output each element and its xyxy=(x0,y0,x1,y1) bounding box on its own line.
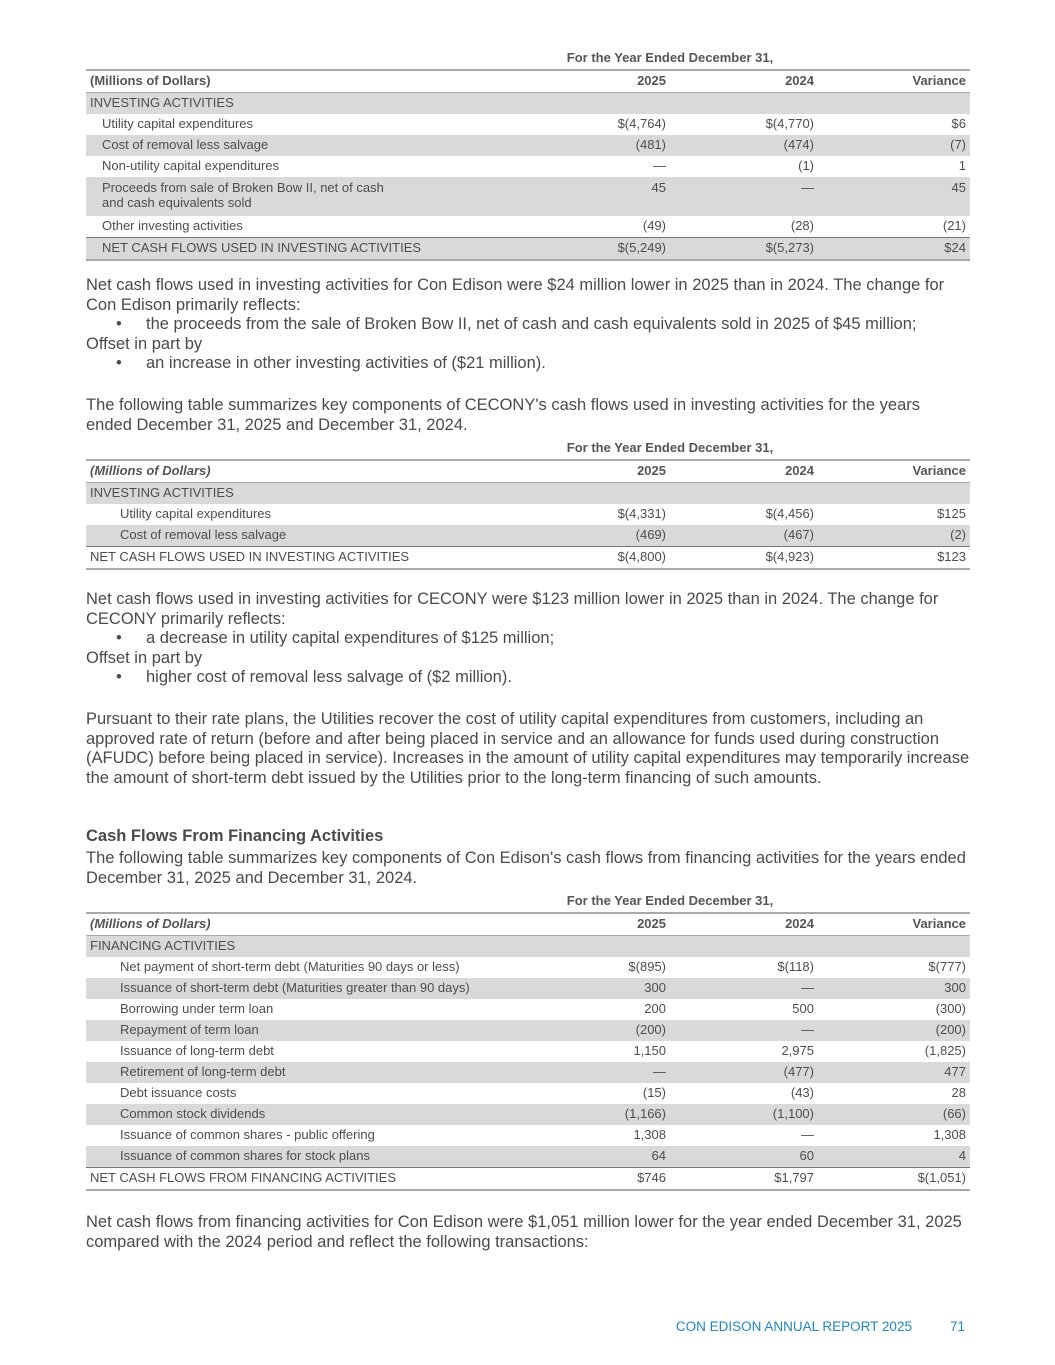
table-row: Common stock dividends (1,166) (1,100) (66) xyxy=(86,1104,970,1125)
table-caption: For the Year Ended December 31, xyxy=(566,440,774,455)
table-row: Repayment of term loan (200) — (200) xyxy=(86,1020,970,1041)
table-row: Issuance of short-term debt (Maturities greater than 90 days) 300 — 300 xyxy=(86,978,970,999)
column-header-2024: 2024 xyxy=(670,70,818,93)
cecony-table-intro: The following table summarizes key components of CECONY's cash flows used in investing activities for the years ended December 31, 2025 and December 31, 2024. xyxy=(86,396,921,434)
bullet-item: • the proceeds from the sale of Broken Bow II, net of cash and cash equivalents sold in 2025 of $45 million; xyxy=(116,315,917,333)
section-label: INVESTING ACTIVITIES xyxy=(86,93,970,115)
column-header-variance: Variance xyxy=(818,460,970,483)
table-caption: For the Year Ended December 31, xyxy=(566,50,774,65)
report-title: CON EDISON ANNUAL REPORT 2025 xyxy=(675,1319,912,1334)
page-number: 71 xyxy=(949,1319,965,1334)
bullet-icon: • xyxy=(116,354,122,372)
column-header-2024: 2024 xyxy=(670,460,818,483)
con-edison-investing-commentary: Net cash flows used in investing activities for Con Edison were $24 million lower in 2025 than in 2024. The change for Con Edison primarily reflects: • the proceeds from the sale of Broken Bow II, net of cash and cash equivalents sold in 2025 of $45 million; Offset in part by • an increase in other investing activities of ($21 million). xyxy=(86,276,970,374)
bullet-icon: • xyxy=(116,668,122,686)
table-caption: For the Year Ended December 31, xyxy=(566,893,774,908)
bullet-item: • higher cost of removal less salvage of ($2 million). xyxy=(116,668,512,686)
table-row: Issuance of long-term debt 1,150 2,975 (1,825) xyxy=(120,1043,966,1058)
table-row: Net payment of short-term debt (Maturities 90 days or less) $(895) $(118) $(777) xyxy=(120,959,966,974)
page-footer xyxy=(676,1319,965,1334)
financing-section-heading: Cash Flows From Financing Activities xyxy=(86,827,384,845)
column-header-variance: Variance xyxy=(818,70,970,93)
column-header-2024: 2024 xyxy=(670,913,818,936)
table-row: Borrowing under term loan 200 500 (300) xyxy=(120,1001,966,1016)
table-row: Issuance of common shares for stock plans 64 60 4 xyxy=(86,1146,970,1168)
cecony-investing-commentary: Net cash flows used in investing activities for CECONY were $123 million lower in 2025 than in 2024. The change for CECONY primarily reflects: • a decrease in utility capital expenditures of $125 million; Offset in part by • higher cost of removal less salvage of ($2 million). xyxy=(86,590,970,688)
total-row: NET CASH FLOWS USED IN INVESTING ACTIVITIES $(4,800) $(4,923) $123 xyxy=(86,547,970,570)
table-row: Cost of removal less salvage (469) (467) (2) xyxy=(86,525,970,547)
table-row: Utility capital expenditures $(4,764) $(4,770) $6 xyxy=(102,116,966,131)
total-row: NET CASH FLOWS USED IN INVESTING ACTIVITIES $(5,249) $(5,273) $24 xyxy=(86,238,970,261)
column-header-2025: 2025 xyxy=(522,460,670,483)
bullet-icon: • xyxy=(116,629,122,647)
table-row: Non-utility capital expenditures — (1) 1 xyxy=(102,158,966,173)
con-edison-investing-table xyxy=(86,48,970,261)
section-label: FINANCING ACTIVITIES xyxy=(86,936,970,958)
table-row: Proceeds from sale of Broken Bow II, net of cash and cash equivalents sold 45 — 45 xyxy=(86,177,970,216)
bullet-icon: • xyxy=(116,315,122,333)
cecony-investing-table xyxy=(86,438,970,570)
column-header-label: (Millions of Dollars) xyxy=(86,460,522,483)
rate-plans-paragraph: Pursuant to their rate plans, the Utilities recover the cost of utility capital expenditures from customers, including an approved rate of return (before and after being placed in service and an allowance for funds used during construction (AFUDC) before being placed in service). Increases in the amount of utility capital expenditures may temporarily increase the amount of short-term debt issued by the Utilities prior to the long-term financing of such amounts. xyxy=(86,710,970,787)
table-row: Cost of removal less salvage (481) (474) (7) xyxy=(86,135,970,156)
column-header-2025: 2025 xyxy=(522,70,670,93)
total-row: NET CASH FLOWS FROM FINANCING ACTIVITIES $746 $1,797 $(1,051) xyxy=(86,1168,970,1191)
financing-table-intro: The following table summarizes key components of Con Edison's cash flows from financing activities for the years ended December 31, 2025 and December 31, 2024. xyxy=(86,849,966,887)
con-edison-financing-table xyxy=(86,891,970,1191)
bullet-item: • a decrease in utility capital expenditures of $125 million; xyxy=(116,629,555,647)
column-header-label: (Millions of Dollars) xyxy=(86,913,522,936)
bullet-item: • an increase in other investing activities of ($21 million). xyxy=(116,354,546,372)
table-row: Other investing activities (49) (28) (21) xyxy=(102,218,966,233)
column-header-2025: 2025 xyxy=(522,913,670,936)
table-row: Utility capital expenditures $(4,331) $(4,456) $125 xyxy=(120,506,966,521)
table-row: Debt issuance costs (15) (43) 28 xyxy=(120,1085,966,1100)
column-header-variance: Variance xyxy=(818,913,970,936)
section-label: INVESTING ACTIVITIES xyxy=(86,483,970,505)
column-header-label: (Millions of Dollars) xyxy=(86,70,522,93)
financing-commentary: Net cash flows from financing activities for Con Edison were $1,051 million lower for the year ended December 31, 2025 compared with the 2024 period and reflect the following transactions: xyxy=(86,1213,962,1251)
table-row: Issuance of common shares - public offering 1,308 — 1,308 xyxy=(120,1127,966,1142)
table-row: Retirement of long-term debt — (477) 477 xyxy=(86,1062,970,1083)
